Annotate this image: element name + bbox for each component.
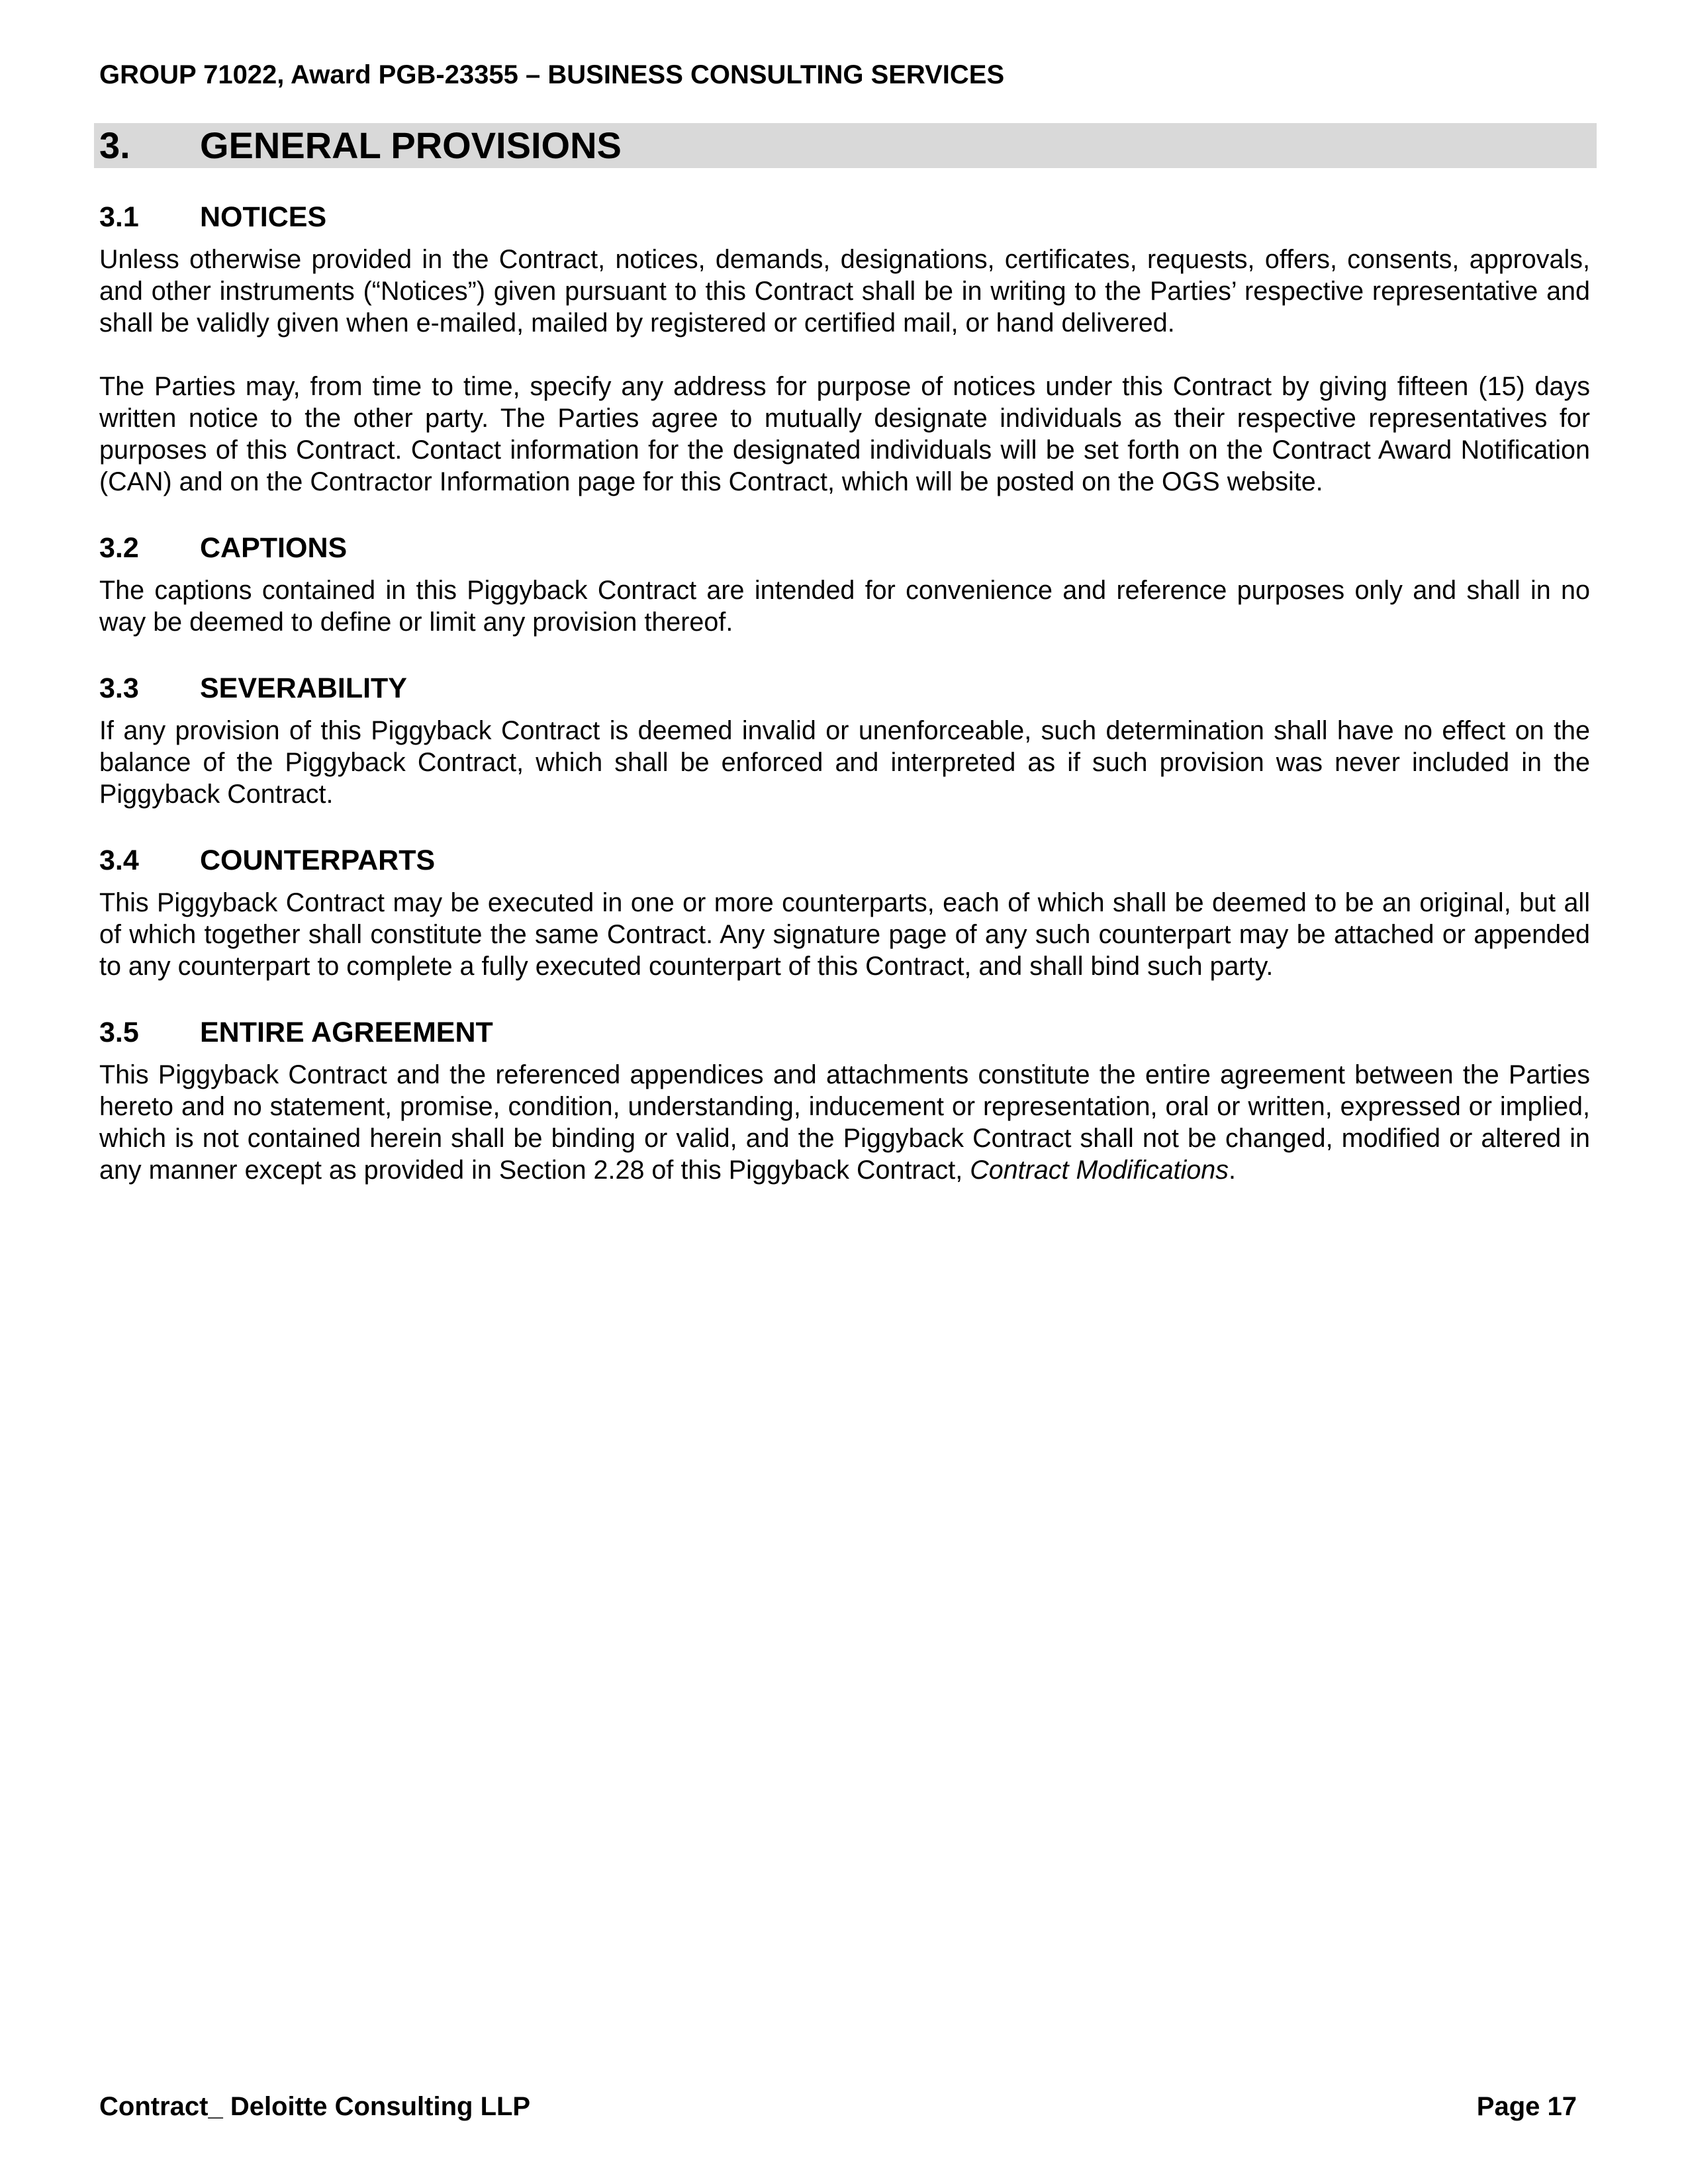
subsection-title: COUNTERPARTS <box>200 844 436 876</box>
running-header: GROUP 71022, Award PGB-23355 – BUSINESS CONSULTING SERVICES <box>99 60 1005 89</box>
subsection-heading-notices <box>99 199 1590 236</box>
subsection-number: 3.1 <box>99 201 139 233</box>
paragraph-entire-agreement <box>99 1059 1590 1186</box>
footer-document-name: Contract_ Deloitte Consulting LLP <box>99 2092 531 2121</box>
paragraph-counterparts: This Piggyback Contract may be executed in one or more counterparts, each of which shall be deemed to be an original, but all of which together shall constitute the same Contract. Any signature page of any such counterpart may be attached or appended to any counterpart to complete a fully executed counterpart of this Contract, and shall bind such party. <box>99 888 1590 981</box>
subsection-number: 3.2 <box>99 532 139 564</box>
subsection-heading-counterparts <box>99 842 1590 879</box>
subsection-number: 3.3 <box>99 672 139 704</box>
footer-page-number: Page 17 <box>1476 2092 1577 2121</box>
subsection-title: SEVERABILITY <box>200 672 407 704</box>
subsection-title: CAPTIONS <box>200 532 348 564</box>
subsection-heading-severability <box>99 670 1590 707</box>
section-number: 3. <box>99 124 130 166</box>
paragraph-captions: The captions contained in this Piggyback Contract are intended for convenience and reference purposes only and shall in no way be deemed to define or limit any provision thereof. <box>99 576 1590 637</box>
subsection-heading-entire-agreement <box>99 1014 1590 1051</box>
section-heading <box>99 123 622 168</box>
subsection-number: 3.4 <box>99 844 139 876</box>
paragraph-notices-2: The Parties may, from time to time, specify any address for purpose of notices under this Contract by giving fifteen (15) days written notice to the other party. The Parties agree to mutually designate individuals as their respective representatives for purposes of this Contract. Contact information for the designated individuals will be set forth on the Contract Award Notification (CAN) and on the Contractor Information page for this Contract, which will be posted on the OGS website. <box>99 372 1590 496</box>
paragraph-entire-agreement-italic: Contract Modifications <box>970 1156 1229 1185</box>
subsection-heading-captions <box>99 529 1590 567</box>
subsection-title: NOTICES <box>200 201 327 233</box>
paragraph-severability: If any provision of this Piggyback Contract is deemed invalid or unenforceable, such determination shall have no effect on the balance of the Piggyback Contract, which shall be enforced and interpreted as if such provision was never included in the Piggyback Contract. <box>99 716 1590 809</box>
paragraph-notices-1: Unless otherwise provided in the Contract, notices, demands, designations, certificates, requests, offers, consents, approvals, and other instruments (“Notices”) given pursuant to this Contract shall be in writing to the Parties’ respective representative and shall be validly given when e-mailed, mailed by registered or certified mail, or hand delivered. <box>99 245 1590 338</box>
paragraph-entire-agreement-text: This Piggyback Contract and the referenced appendices and attachments constitute the entire agreement between the Parties hereto and no statement, promise, condition, understanding, inducement or representation, oral or written, expressed or implied, which is not contained herein shall be binding or valid, and the Piggyback Contract shall not be changed, modified or altered in any manner except as provided in Section 2.28 of this Piggyback Contract, <box>99 1060 1590 1185</box>
paragraph-entire-agreement-end: . <box>1229 1156 1236 1185</box>
document-body <box>99 199 1590 1186</box>
section-title: GENERAL PROVISIONS <box>200 124 622 166</box>
subsection-number: 3.5 <box>99 1017 139 1048</box>
subsection-title: ENTIRE AGREEMENT <box>200 1017 493 1048</box>
